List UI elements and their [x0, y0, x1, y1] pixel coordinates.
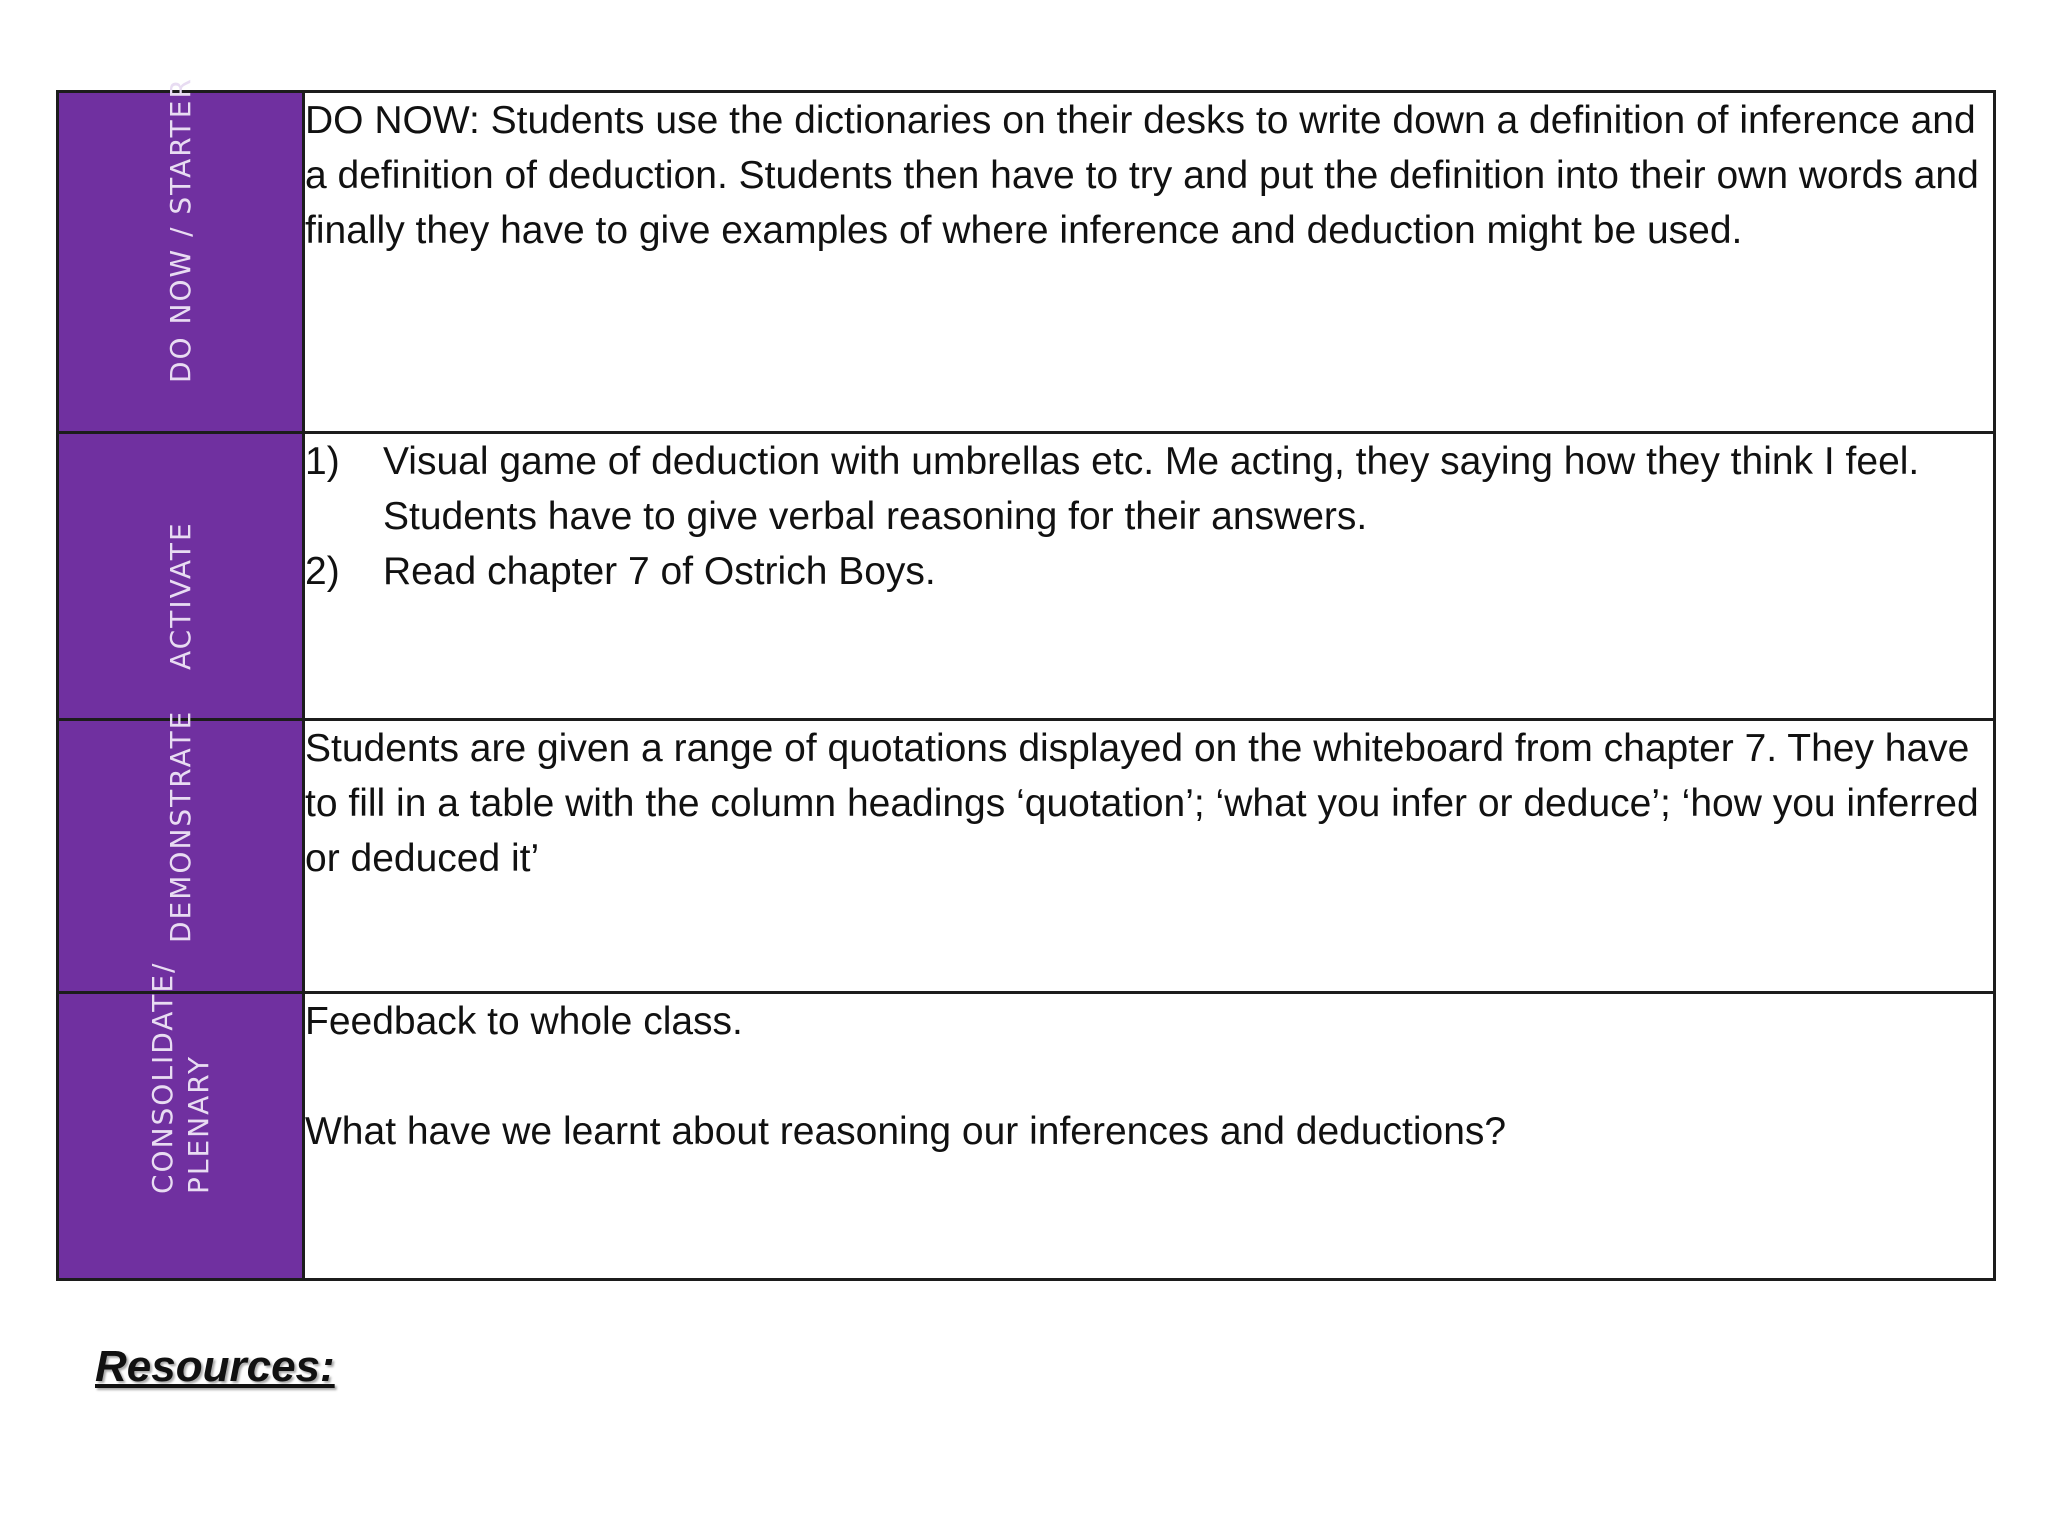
- list-item-number: 1): [305, 440, 340, 483]
- list-item-text: Read chapter 7 of Ostrich Boys.: [383, 550, 936, 593]
- lesson-row-plenary: [58, 993, 1995, 1280]
- plenary-paragraph: What have we learnt about reasoning our inferences and deductions?: [305, 1110, 1507, 1153]
- section-label-demonstrate: DEMONSTRATE: [163, 709, 197, 943]
- section-label-starter: DO NOW / STARTER: [163, 77, 197, 383]
- list-item-number: 2): [305, 550, 340, 593]
- section-label-cell: [58, 961, 304, 1280]
- section-content-starter: [304, 92, 1995, 433]
- section-content-activate: [304, 433, 1995, 720]
- lesson-row-starter: [58, 92, 1995, 433]
- section-label-activate: ACTIVATE: [163, 521, 197, 670]
- lesson-row-demonstrate: [58, 720, 1995, 993]
- section-content-plenary: [304, 993, 1995, 1280]
- demonstrate-text: Students are given a range of quotations displayed on the whiteboard from chapter 7. They have to fill in a table with the column headings ‘quotation’; ‘what you infer or deduce’; ‘how you inferred or deduced it’: [305, 727, 1979, 880]
- starter-text: DO NOW: Students use the dictionaries on their desks to write down a definition of inference and a definition of deduction. Students then have to try and put the definition into their own words and finally they have to give examples of where inference and deduction might be used.: [305, 99, 1979, 252]
- resources-heading: Resources:: [95, 1342, 335, 1391]
- activate-list: [305, 434, 1993, 599]
- section-content-demonstrate: [304, 720, 1995, 993]
- lesson-plan-table: [56, 77, 1996, 1281]
- list-item: [305, 434, 1993, 544]
- lesson-row-activate: [58, 433, 1995, 720]
- section-label-plenary: CONSOLIDATE/ PLENARY: [145, 961, 215, 1194]
- paragraph-spacer: [305, 1049, 1993, 1104]
- list-item: [305, 544, 1993, 599]
- plenary-paragraph: Feedback to whole class.: [305, 1000, 743, 1043]
- list-item-text: Visual game of deduction with umbrellas etc. Me acting, they saying how they think I feel. Students have to give verbal reasoning for their answers.: [383, 440, 1920, 538]
